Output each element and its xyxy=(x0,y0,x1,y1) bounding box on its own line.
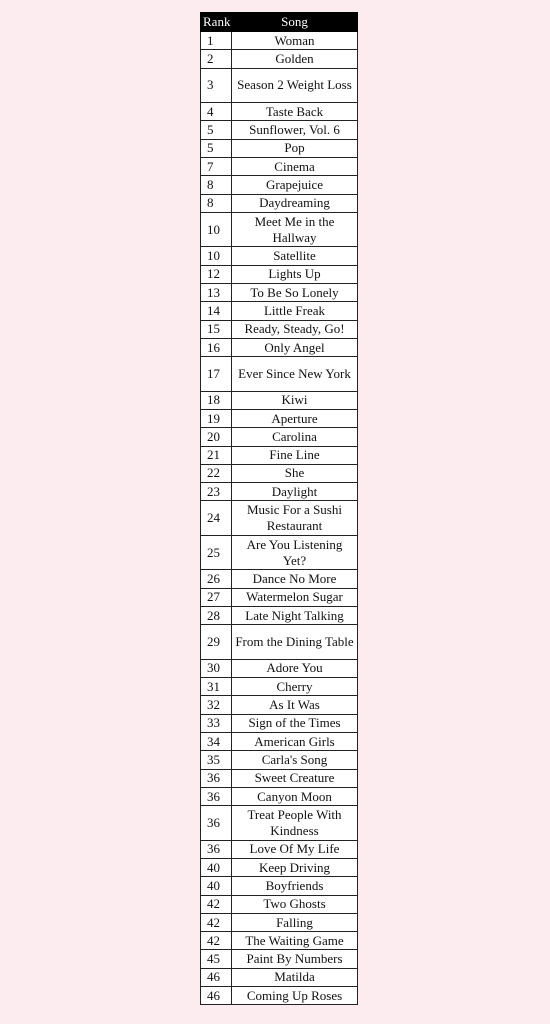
song-cell: From the Dining Table xyxy=(232,625,358,660)
table-row xyxy=(201,787,358,805)
song-cell: Two Ghosts xyxy=(232,895,358,913)
song-cell: Are You Listening Yet? xyxy=(232,535,358,570)
song-cell: Meet Me in the Hallway xyxy=(232,212,358,247)
ranking-table xyxy=(200,12,358,1005)
table-row xyxy=(201,50,358,68)
table-row xyxy=(201,859,358,877)
rank-cell: 7 xyxy=(201,157,232,175)
rank-cell: 17 xyxy=(201,357,232,392)
table-row xyxy=(201,877,358,895)
table-row xyxy=(201,265,358,283)
rank-cell: 36 xyxy=(201,769,232,787)
song-cell: Cinema xyxy=(232,157,358,175)
rank-cell: 10 xyxy=(201,212,232,247)
table-row xyxy=(201,283,358,301)
song-cell: Falling xyxy=(232,913,358,931)
rank-cell: 31 xyxy=(201,678,232,696)
table-row xyxy=(201,446,358,464)
table-row xyxy=(201,176,358,194)
table-row xyxy=(201,535,358,570)
table-row xyxy=(201,212,358,247)
table-row xyxy=(201,733,358,751)
rank-cell: 36 xyxy=(201,787,232,805)
rank-cell: 36 xyxy=(201,806,232,841)
table-row xyxy=(201,625,358,660)
rank-cell: 46 xyxy=(201,968,232,986)
table-row xyxy=(201,570,358,588)
song-cell: Ever Since New York xyxy=(232,357,358,392)
rank-cell: 36 xyxy=(201,840,232,858)
rank-cell: 14 xyxy=(201,302,232,320)
rank-cell: 25 xyxy=(201,535,232,570)
song-cell: Golden xyxy=(232,50,358,68)
table-row xyxy=(201,769,358,787)
song-cell: Late Night Talking xyxy=(232,607,358,625)
song-cell: Daydreaming xyxy=(232,194,358,212)
table-row xyxy=(201,391,358,409)
rank-cell: 28 xyxy=(201,607,232,625)
song-cell: Pop xyxy=(232,139,358,157)
table-row xyxy=(201,714,358,732)
rank-cell: 13 xyxy=(201,283,232,301)
table-row xyxy=(201,968,358,986)
song-cell: Taste Back xyxy=(232,103,358,121)
rank-cell: 40 xyxy=(201,859,232,877)
table-row xyxy=(201,913,358,931)
song-cell: Sunflower, Vol. 6 xyxy=(232,121,358,139)
ranking-table-container xyxy=(200,12,357,1005)
table-row xyxy=(201,338,358,356)
song-cell: Fine Line xyxy=(232,446,358,464)
song-cell: Grapejuice xyxy=(232,176,358,194)
song-cell: The Waiting Game xyxy=(232,932,358,950)
rank-cell: 4 xyxy=(201,103,232,121)
table-row xyxy=(201,121,358,139)
song-column-header: Song xyxy=(232,13,358,32)
rank-cell: 1 xyxy=(201,32,232,50)
song-cell: Satellite xyxy=(232,247,358,265)
table-row xyxy=(201,320,358,338)
song-cell: Only Angel xyxy=(232,338,358,356)
table-row xyxy=(201,950,358,968)
table-row xyxy=(201,895,358,913)
rank-cell: 32 xyxy=(201,696,232,714)
rank-cell: 26 xyxy=(201,570,232,588)
table-row xyxy=(201,483,358,501)
table-header-row xyxy=(201,13,358,32)
table-row xyxy=(201,247,358,265)
song-cell: She xyxy=(232,464,358,482)
rank-cell: 10 xyxy=(201,247,232,265)
rank-cell: 12 xyxy=(201,265,232,283)
song-cell: Keep Driving xyxy=(232,859,358,877)
rank-cell: 27 xyxy=(201,588,232,606)
table-body xyxy=(201,32,358,1005)
rank-cell: 8 xyxy=(201,194,232,212)
song-cell: Kiwi xyxy=(232,391,358,409)
rank-column-header: Rank xyxy=(201,13,232,32)
rank-cell: 46 xyxy=(201,987,232,1005)
rank-cell: 15 xyxy=(201,320,232,338)
rank-cell: 40 xyxy=(201,877,232,895)
table-row xyxy=(201,68,358,103)
table-row xyxy=(201,987,358,1005)
rank-cell: 30 xyxy=(201,659,232,677)
rank-cell: 5 xyxy=(201,121,232,139)
rank-cell: 29 xyxy=(201,625,232,660)
rank-cell: 42 xyxy=(201,913,232,931)
rank-cell: 45 xyxy=(201,950,232,968)
table-row xyxy=(201,501,358,536)
song-cell: Watermelon Sugar xyxy=(232,588,358,606)
table-row xyxy=(201,751,358,769)
rank-cell: 3 xyxy=(201,68,232,103)
table-row xyxy=(201,696,358,714)
table-row xyxy=(201,840,358,858)
table-row xyxy=(201,659,358,677)
song-cell: Sweet Creature xyxy=(232,769,358,787)
song-cell: To Be So Lonely xyxy=(232,283,358,301)
rank-cell: 5 xyxy=(201,139,232,157)
song-cell: Love Of My Life xyxy=(232,840,358,858)
table-row xyxy=(201,464,358,482)
song-cell: Daylight xyxy=(232,483,358,501)
table-row xyxy=(201,806,358,841)
rank-cell: 21 xyxy=(201,446,232,464)
table-row xyxy=(201,302,358,320)
table-row xyxy=(201,194,358,212)
song-cell: Lights Up xyxy=(232,265,358,283)
song-cell: Cherry xyxy=(232,678,358,696)
song-cell: Aperture xyxy=(232,409,358,427)
rank-cell: 20 xyxy=(201,428,232,446)
song-cell: Woman xyxy=(232,32,358,50)
table-row xyxy=(201,607,358,625)
rank-cell: 16 xyxy=(201,338,232,356)
table-row xyxy=(201,157,358,175)
table-row xyxy=(201,409,358,427)
song-cell: Boyfriends xyxy=(232,877,358,895)
song-cell: Season 2 Weight Loss xyxy=(232,68,358,103)
song-cell: Dance No More xyxy=(232,570,358,588)
song-cell: Treat People With Kindness xyxy=(232,806,358,841)
rank-cell: 42 xyxy=(201,932,232,950)
table-row xyxy=(201,932,358,950)
rank-cell: 22 xyxy=(201,464,232,482)
song-cell: Paint By Numbers xyxy=(232,950,358,968)
song-cell: Music For a Sushi Restaurant xyxy=(232,501,358,536)
rank-cell: 33 xyxy=(201,714,232,732)
table-row xyxy=(201,139,358,157)
rank-cell: 34 xyxy=(201,733,232,751)
rank-cell: 42 xyxy=(201,895,232,913)
rank-cell: 23 xyxy=(201,483,232,501)
song-cell: Canyon Moon xyxy=(232,787,358,805)
song-cell: Coming Up Roses xyxy=(232,987,358,1005)
song-cell: Adore You xyxy=(232,659,358,677)
song-cell: Carolina xyxy=(232,428,358,446)
rank-cell: 18 xyxy=(201,391,232,409)
table-row xyxy=(201,32,358,50)
song-cell: Carla's Song xyxy=(232,751,358,769)
table-row xyxy=(201,357,358,392)
table-row xyxy=(201,588,358,606)
table-row xyxy=(201,428,358,446)
song-cell: Ready, Steady, Go! xyxy=(232,320,358,338)
rank-cell: 19 xyxy=(201,409,232,427)
song-cell: As It Was xyxy=(232,696,358,714)
song-cell: Sign of the Times xyxy=(232,714,358,732)
rank-cell: 8 xyxy=(201,176,232,194)
table-row xyxy=(201,103,358,121)
rank-cell: 2 xyxy=(201,50,232,68)
rank-cell: 35 xyxy=(201,751,232,769)
song-cell: American Girls xyxy=(232,733,358,751)
song-cell: Little Freak xyxy=(232,302,358,320)
song-cell: Matilda xyxy=(232,968,358,986)
table-row xyxy=(201,678,358,696)
rank-cell: 24 xyxy=(201,501,232,536)
